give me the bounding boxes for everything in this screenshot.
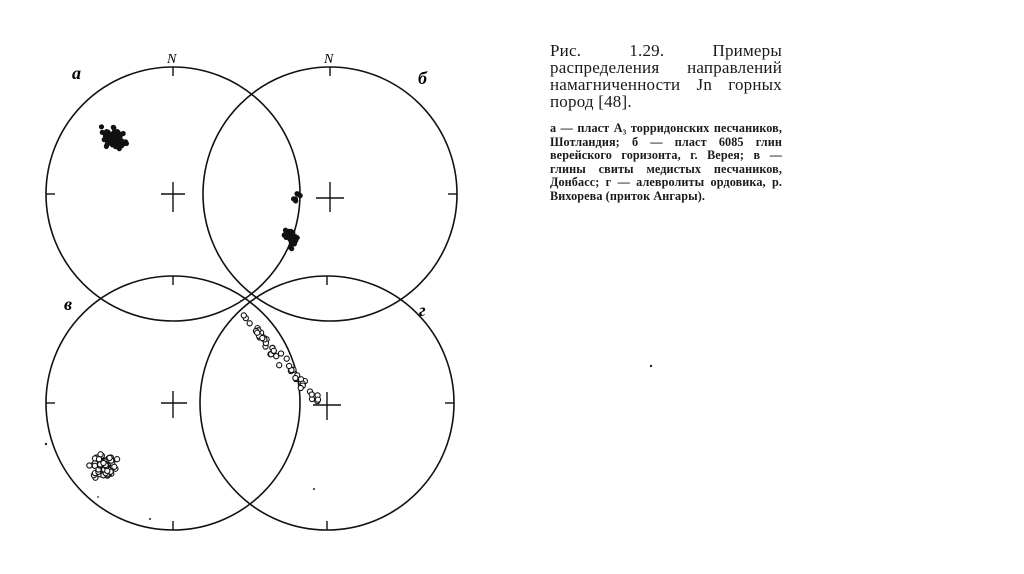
stereonet-g-data-points	[241, 313, 320, 404]
stereonet-v-point	[87, 463, 92, 468]
stereonet-b-panel-label: б	[418, 68, 427, 88]
stereonet-g-point	[315, 397, 320, 402]
stereonet-a-point	[111, 125, 116, 130]
stereonet-g-point	[271, 348, 276, 353]
stereonet-a-point	[115, 135, 120, 140]
stereonet-b-point	[289, 246, 294, 251]
stereonet-v-point	[101, 460, 106, 465]
stereonet-v-point	[96, 457, 101, 462]
stereonet-v-point	[92, 463, 97, 468]
stereonet-b	[203, 52, 457, 321]
stereonet-g-point	[309, 392, 314, 397]
stereonet-g-point	[260, 336, 265, 341]
scan-specks	[45, 300, 652, 520]
caption-body: а — пласт A₃ торридонских песчаников, Шотландия; б — пласт 6085 глин верейского горизонта, г. Верея; в — глины свиты медистых песчаников, Донбасс; г — алевролиты ордовика, р. Вихорева (приток Ангары).	[550, 121, 782, 203]
stereonet-b-north-label: N	[324, 52, 334, 67]
stereonet-b-point	[295, 191, 300, 196]
stereonet-g	[200, 276, 454, 530]
stereonet-g-point	[278, 351, 283, 356]
stereonet-g-point	[255, 330, 260, 335]
caption-title: Рис. 1.29. Примеры распределения направлений намагниченности Jn горных пород [48].	[550, 41, 782, 111]
stereonet-v-point	[105, 468, 110, 473]
stereonet-g-point	[277, 363, 282, 368]
stereonet-a-panel-label: а	[72, 63, 81, 83]
stereonet-a-point	[104, 135, 109, 140]
stereonet-a-point	[108, 141, 113, 146]
stereonet-v-point	[112, 464, 117, 469]
stereonet-b-point	[290, 237, 295, 242]
stereonet-v-data-points	[87, 452, 120, 481]
stereonet-v-panel-label: в	[64, 294, 73, 314]
stereonet-g-point	[247, 321, 252, 326]
stereonet-g-point	[293, 375, 298, 380]
stereonet-g-point	[241, 313, 246, 318]
stereonet-g-point	[298, 385, 303, 390]
stereonet-v	[46, 276, 300, 530]
stereonet-g-panel-label: г	[419, 300, 426, 320]
stereonet-a-point	[119, 139, 124, 144]
stereonet-g-point	[287, 363, 292, 368]
stereonet-a-point	[99, 125, 104, 130]
stereonet-b-point	[284, 231, 289, 236]
stereonet-v-point	[107, 455, 112, 460]
figure-caption	[550, 42, 782, 216]
stereonet-a-north-label: N	[167, 52, 177, 67]
stereonet-b-point	[291, 197, 296, 202]
stereonet-a-data-points	[99, 125, 129, 151]
stereonet-v-point	[115, 457, 120, 462]
stereonet-g-point	[284, 356, 289, 361]
